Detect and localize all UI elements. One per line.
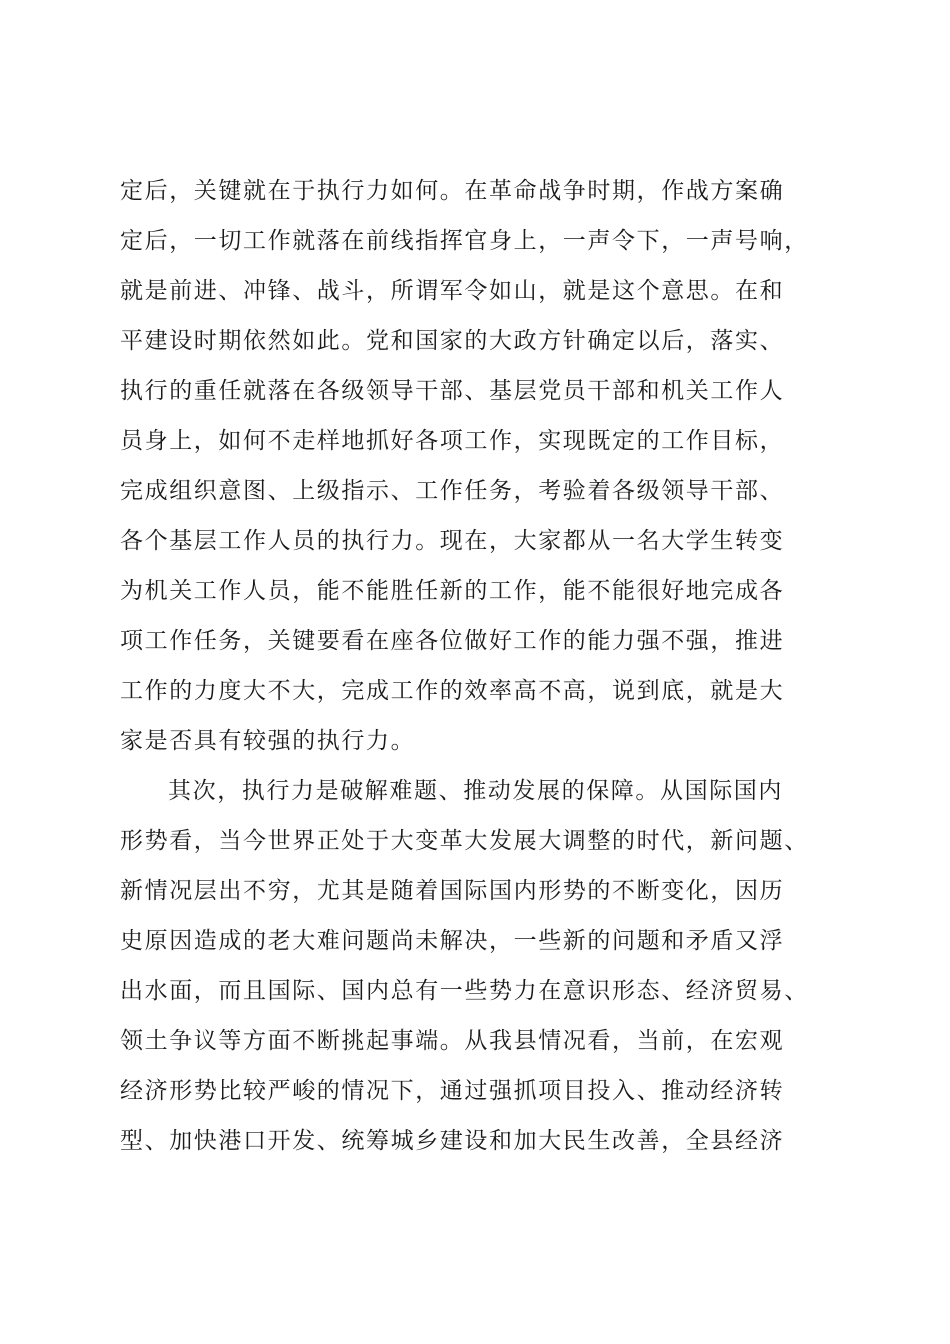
text-line: 新情况层出不穷，尤其是随着国际国内形势的不断变化，因历 — [120, 878, 785, 904]
text-line: 工作的力度大不大，完成工作的效率高不高，说到底，就是大 — [120, 678, 785, 704]
text-line: 项工作任务，关键要看在座各位做好工作的能力强不强，推进 — [120, 628, 785, 654]
text-line: 各个基层工作人员的执行力。现在，大家都从一名大学生转变 — [120, 528, 785, 554]
text-line: 出水面，而且国际、国内总有一些势力在意识形态、经济贸易、 — [120, 978, 809, 1004]
text-line: 形势看，当今世界正处于大变革大发展大调整的时代，新问题、 — [120, 828, 809, 854]
text-line: 执行的重任就落在各级领导干部、基层党员干部和机关工作人 — [120, 378, 785, 404]
body-text — [120, 166, 840, 1166]
text-line: 经济形势比较严峻的情况下，通过强抓项目投入、推动经济转 — [120, 1078, 785, 1104]
paragraph-start-line: 其次，执行力是破解难题、推动发展的保障。从国际国内 — [168, 778, 783, 804]
text-line: 家是否具有较强的执行力。 — [120, 728, 416, 754]
text-line: 定后，关键就在于执行力如何。在革命战争时期，作战方案确 — [120, 178, 785, 204]
text-line: 史原因造成的老大难问题尚未解决，一些新的问题和矛盾又浮 — [120, 928, 785, 954]
text-line: 完成组织意图、上级指示、工作任务，考验着各级领导干部、 — [120, 478, 785, 504]
text-line: 型、加快港口开发、统筹城乡建设和加大民生改善，全县经济 — [120, 1128, 785, 1154]
text-line: 员身上，如何不走样地抓好各项工作，实现既定的工作目标， — [120, 428, 785, 454]
text-line: 为机关工作人员，能不能胜任新的工作，能不能很好地完成各 — [120, 578, 785, 604]
text-line: 平建设时期依然如此。党和国家的大政方针确定以后，落实、 — [120, 328, 785, 354]
text-line: 就是前进、冲锋、战斗，所谓军令如山，就是这个意思。在和 — [120, 278, 785, 304]
text-line: 定后，一切工作就落在前线指挥官身上，一声令下，一声号响， — [120, 228, 809, 254]
text-line: 领土争议等方面不断挑起事端。从我县情况看，当前，在宏观 — [120, 1028, 785, 1054]
